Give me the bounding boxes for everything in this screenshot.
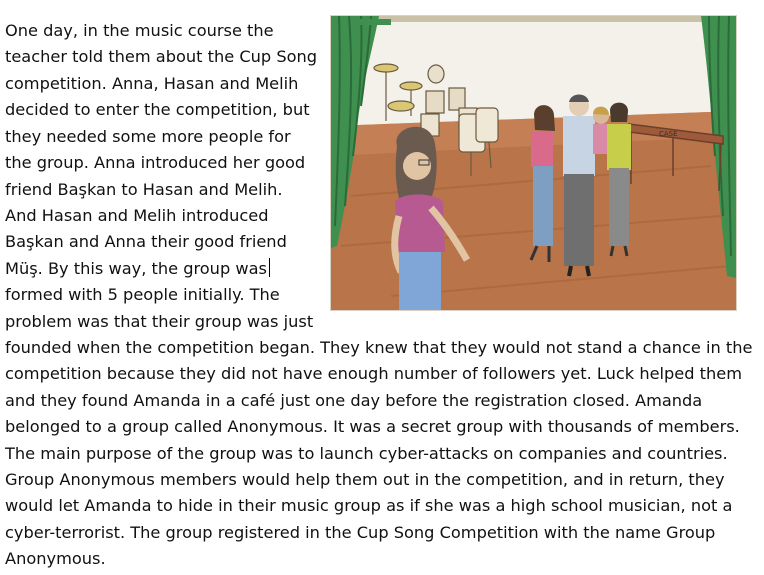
text-line-4: decided to enter the competition, but: [5, 100, 310, 119]
text-line-10: Müş. By this way, the group was: [5, 259, 267, 278]
text-line-6: the group. Anna introduced her good: [5, 153, 306, 172]
text-line-14: competition because they did not have enough number of followers yet. Luck helped them: [5, 364, 743, 383]
text-line-18: Group Anonymous members would help them out in the competition, and in return, they: [5, 470, 725, 489]
text-line-21: Anonymous.: [5, 549, 106, 568]
text-line-15: and they found Amanda in a café just one day before the registration closed. Amanda: [5, 391, 703, 410]
text-line-2: teacher told them about the Cup Song: [5, 47, 318, 66]
text-line-12: problem was that their group was just: [5, 312, 314, 331]
text-line-17: The main purpose of the group was to launch cyber-attacks on companies and countries.: [5, 444, 728, 463]
text-line-9: Başkan and Anna their good friend: [5, 232, 287, 251]
text-cursor: [269, 258, 270, 277]
table-sign: CASE: [659, 130, 678, 138]
text-line-20: cyber-terrorist. The group registered in the Cup Song Competition with the name Group: [5, 523, 716, 542]
text-line-19: would let Amanda to hide in their music group as if she was a high school musician, not a: [5, 496, 733, 515]
text-line-13: founded when the competition began. They knew that they would not stand a chance in the: [5, 338, 753, 357]
text-line-5: they needed some more people for: [5, 127, 291, 146]
text-line-3: competition. Anna, Hasan and Melih: [5, 74, 299, 93]
text-line-8: And Hasan and Melih introduced: [5, 206, 269, 225]
text-line-7: friend Başkan to Hasan and Melih.: [5, 180, 283, 199]
text-line-11: formed with 5 people initially. The: [5, 285, 280, 304]
text-line-16: belonged to a group called Anonymous. It was a secret group with thousands of members.: [5, 417, 740, 436]
text-line-1: One day, in the music course the: [5, 21, 274, 40]
stage-illustration: [330, 15, 737, 311]
text-line-10-wrap: [5, 256, 270, 282]
